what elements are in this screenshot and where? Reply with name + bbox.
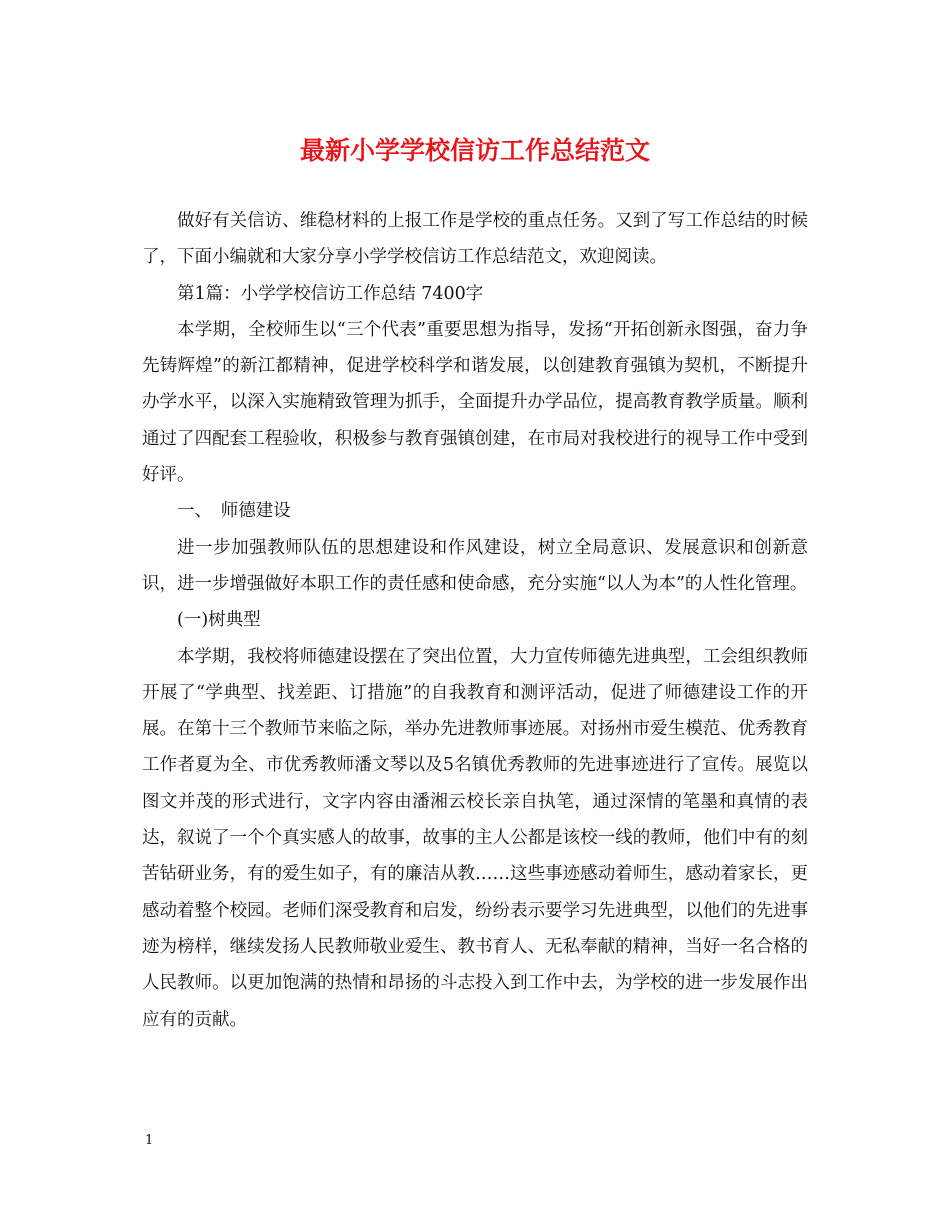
paragraph-section-heading: 一、 师德建设 (177, 501, 291, 522)
paragraph-section-body: 进一步加强教师队伍的思想建设和作风建设，树立全局意识、发展意识和创新意识，进一步增强做好本职工作的责任感和使命感，充分实施“以人为本”的人性化管理。 (142, 537, 808, 594)
page-title: 最新小学学校信访工作总结范文 (299, 136, 650, 165)
paragraph-intro: 做好有关信访、维稳材料的上报工作是学校的重点任务。又到了写工作总结的时候了，下面小编就和大家分享小学学校信访工作总结范文，欢迎阅读。 (142, 211, 808, 268)
document-body (142, 203, 808, 1038)
paragraph-overview: 本学期，全校师生以“三个代表”重要思想为指导，发扬“开拓创新永图强，奋力争先铸辉煌”的新江都精神，促进学校科学和谐发展，以创建教育强镇为契机，不断提升办学水平，以深入实施精致管理为抓手，全面提升办学品位，提高教育教学质量。顺利通过了四配套工程验收，积极参与教育强镇创建，在市局对我校进行的视导工作中受到好评。 (142, 319, 808, 486)
paragraph-subsection-body: 本学期，我校将师德建设摆在了突出位置，大力宣传师德先进典型，工会组织教师开展了“学典型、找差距、订措施”的自我教育和测评活动，促进了师德建设工作的开展。在第十三个教师节来临之际，举办先进教师事迹展。对扬州市爱生模范、优秀教育工作者夏为全、市优秀教师潘文琴以及5名镇优秀教师的先进事迹进行了宣传。展览以图文并茂的形式进行，文字内容由潘湘云校长亲自执笔，通过深情的笔墨和真情的表达，叙说了一个个真实感人的故事，故事的主人公都是该校一线的教师，他们中有的刻苦钻研业务，有的爱生如子，有的廉洁从教……这些事迹感动着师生，感动着家长，更感动着整个校园。老师们深受教育和启发，纷纷表示要学习先进典型，以他们的先进事迹为榜样，继续发扬人民教师敬业爱生、教书育人、无私奉献的精神，当好一名合格的人民教师。以更加饱满的热情和昂扬的斗志投入到工作中去，为学校的进一步发展作出应有的贡献。 (142, 646, 808, 1030)
page-number: 1 (145, 1133, 154, 1148)
paragraph-chapter-heading: 第1篇：小学学校信访工作总结 7400字 (177, 283, 484, 304)
paragraph-subsection-heading: (一)树典型 (177, 610, 261, 631)
